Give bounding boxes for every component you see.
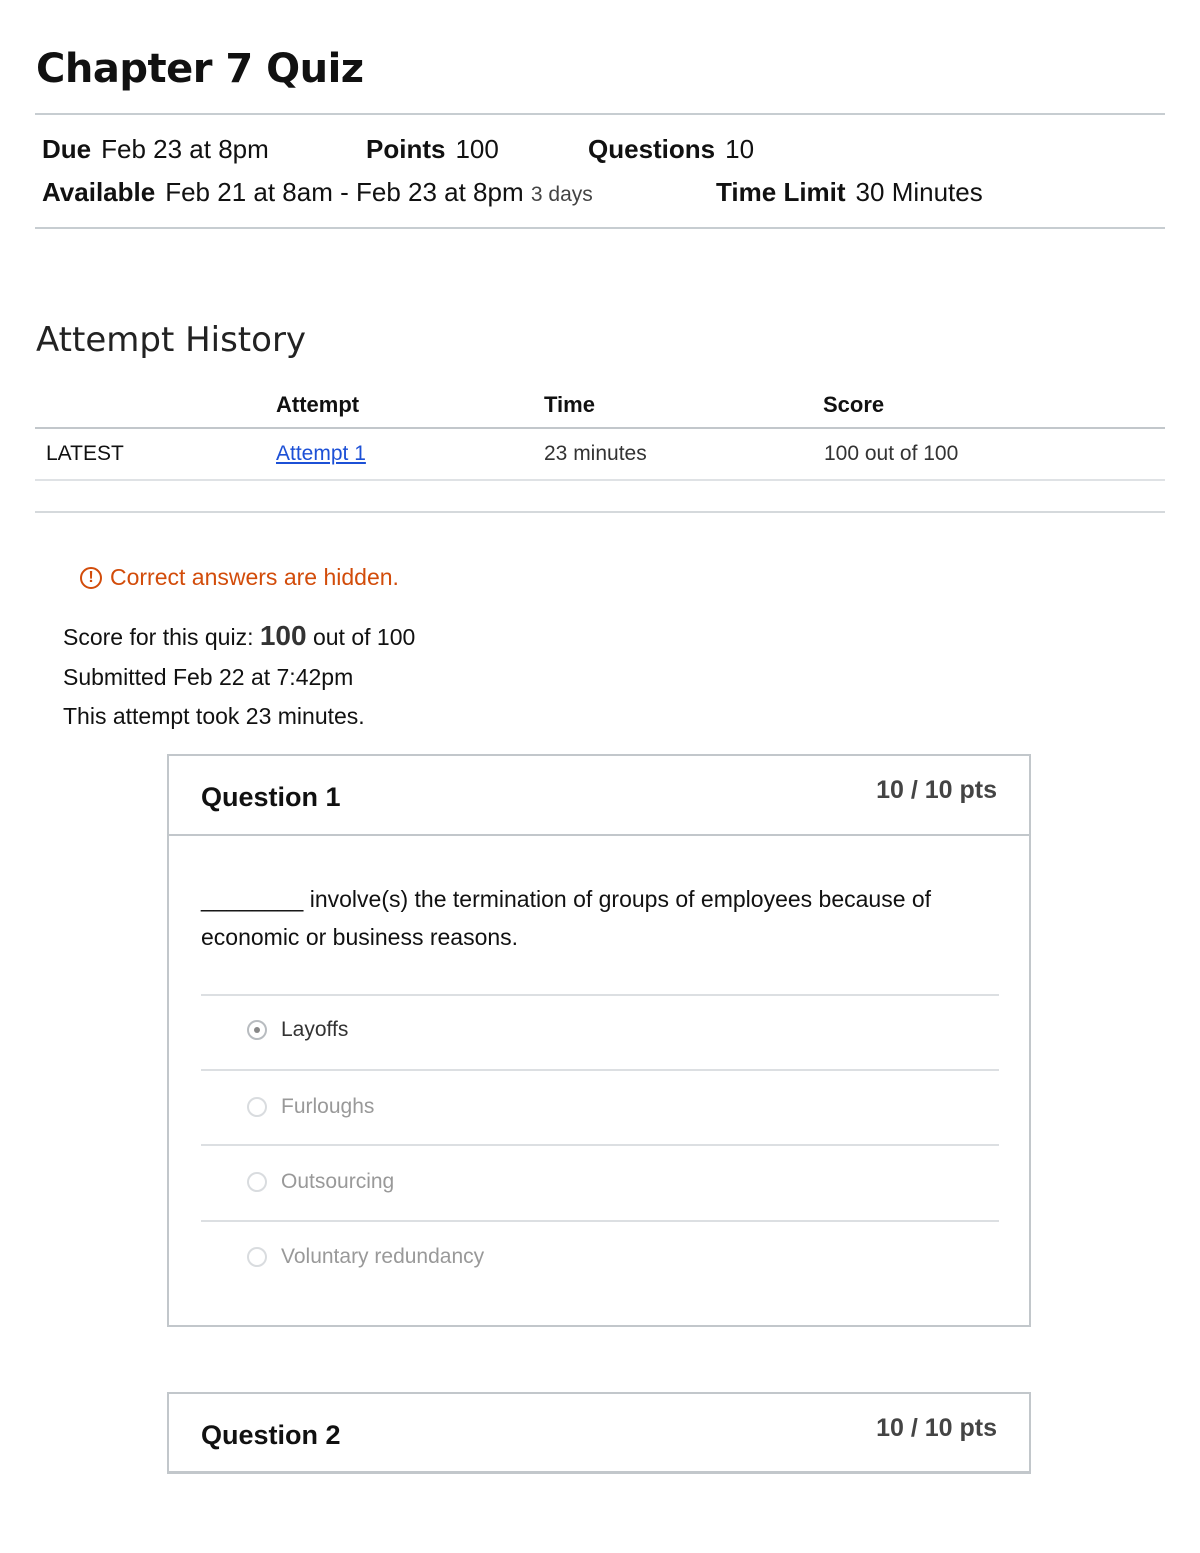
score-prefix: Score for this quiz: [63,624,254,650]
answer-option[interactable] [247,1095,374,1119]
correct-answers-hidden-notice [80,564,399,591]
radio-icon[interactable] [247,1097,267,1117]
due-value: Feb 23 at 8pm [101,134,269,164]
column-header-attempt: Attempt [276,392,360,417]
questions-meta [588,134,754,165]
answer-label: Voluntary redundancy [281,1245,485,1268]
question-blank: ________ [201,886,304,912]
question-text [201,880,1001,956]
question-body: involve(s) the termination of groups of employees because of economic or business reasons. [201,886,932,950]
question-header [169,756,1029,836]
answer-option[interactable] [247,1018,348,1042]
warning-icon: ! [80,567,102,589]
answer-option[interactable] [247,1170,394,1194]
divider [35,511,1165,513]
attempt-link[interactable]: Attempt 1 [276,442,366,465]
score-suffix: out of 100 [312,624,416,650]
notice-text: Correct answers are hidden. [110,564,399,590]
due-meta [42,134,269,165]
page-title: Chapter 7 Quiz [36,46,364,92]
answer-label: Layoffs [281,1018,349,1041]
attempt-cell [276,442,366,466]
column-header-score: Score [823,392,885,417]
attempt-duration: This attempt took 23 minutes. [63,703,365,729]
available-duration: 3 days [530,183,593,206]
answer-divider [201,1144,999,1146]
points-value: 100 [455,134,499,164]
available-value: Feb 21 at 8am - Feb 23 at 8pm [165,177,524,207]
answer-divider [201,1069,999,1071]
answer-option[interactable] [247,1245,484,1269]
latest-tag: LATEST [46,442,124,465]
available-label: Available [42,177,156,207]
time-cell: 23 minutes [544,442,647,465]
radio-icon[interactable] [247,1247,267,1267]
attempt-history-title: Attempt History [36,320,307,360]
questions-label: Questions [588,134,716,164]
column-header-time: Time [544,392,595,417]
question-points: 10 / 10 pts [876,1414,997,1442]
due-label: Due [42,134,92,164]
table-row-divider [35,479,1165,481]
points-meta [366,134,499,165]
table-header-divider [35,427,1165,429]
time-limit-meta [716,177,983,208]
question-card-1 [167,754,1031,1327]
score-value: 100 [259,620,307,651]
question-header [169,1394,1029,1472]
time-limit-value: 30 Minutes [855,177,983,207]
question-title: Question 2 [201,1420,341,1450]
score-cell: 100 out of 100 [824,442,959,465]
questions-value: 10 [725,134,755,164]
question-title: Question 1 [201,782,341,812]
question-card-2 [167,1392,1031,1474]
divider [35,227,1165,229]
radio-selected-icon[interactable] [247,1020,267,1040]
quiz-score [63,620,415,652]
answer-divider [201,1220,999,1222]
time-limit-label: Time Limit [716,177,846,207]
points-label: Points [366,134,446,164]
available-meta [42,177,593,208]
answer-divider [201,994,999,996]
answer-label: Furloughs [281,1095,375,1118]
answer-label: Outsourcing [281,1170,395,1193]
question-points: 10 / 10 pts [876,776,997,804]
submitted-date: Submitted Feb 22 at 7:42pm [63,664,354,690]
radio-icon[interactable] [247,1172,267,1192]
divider [35,113,1165,115]
